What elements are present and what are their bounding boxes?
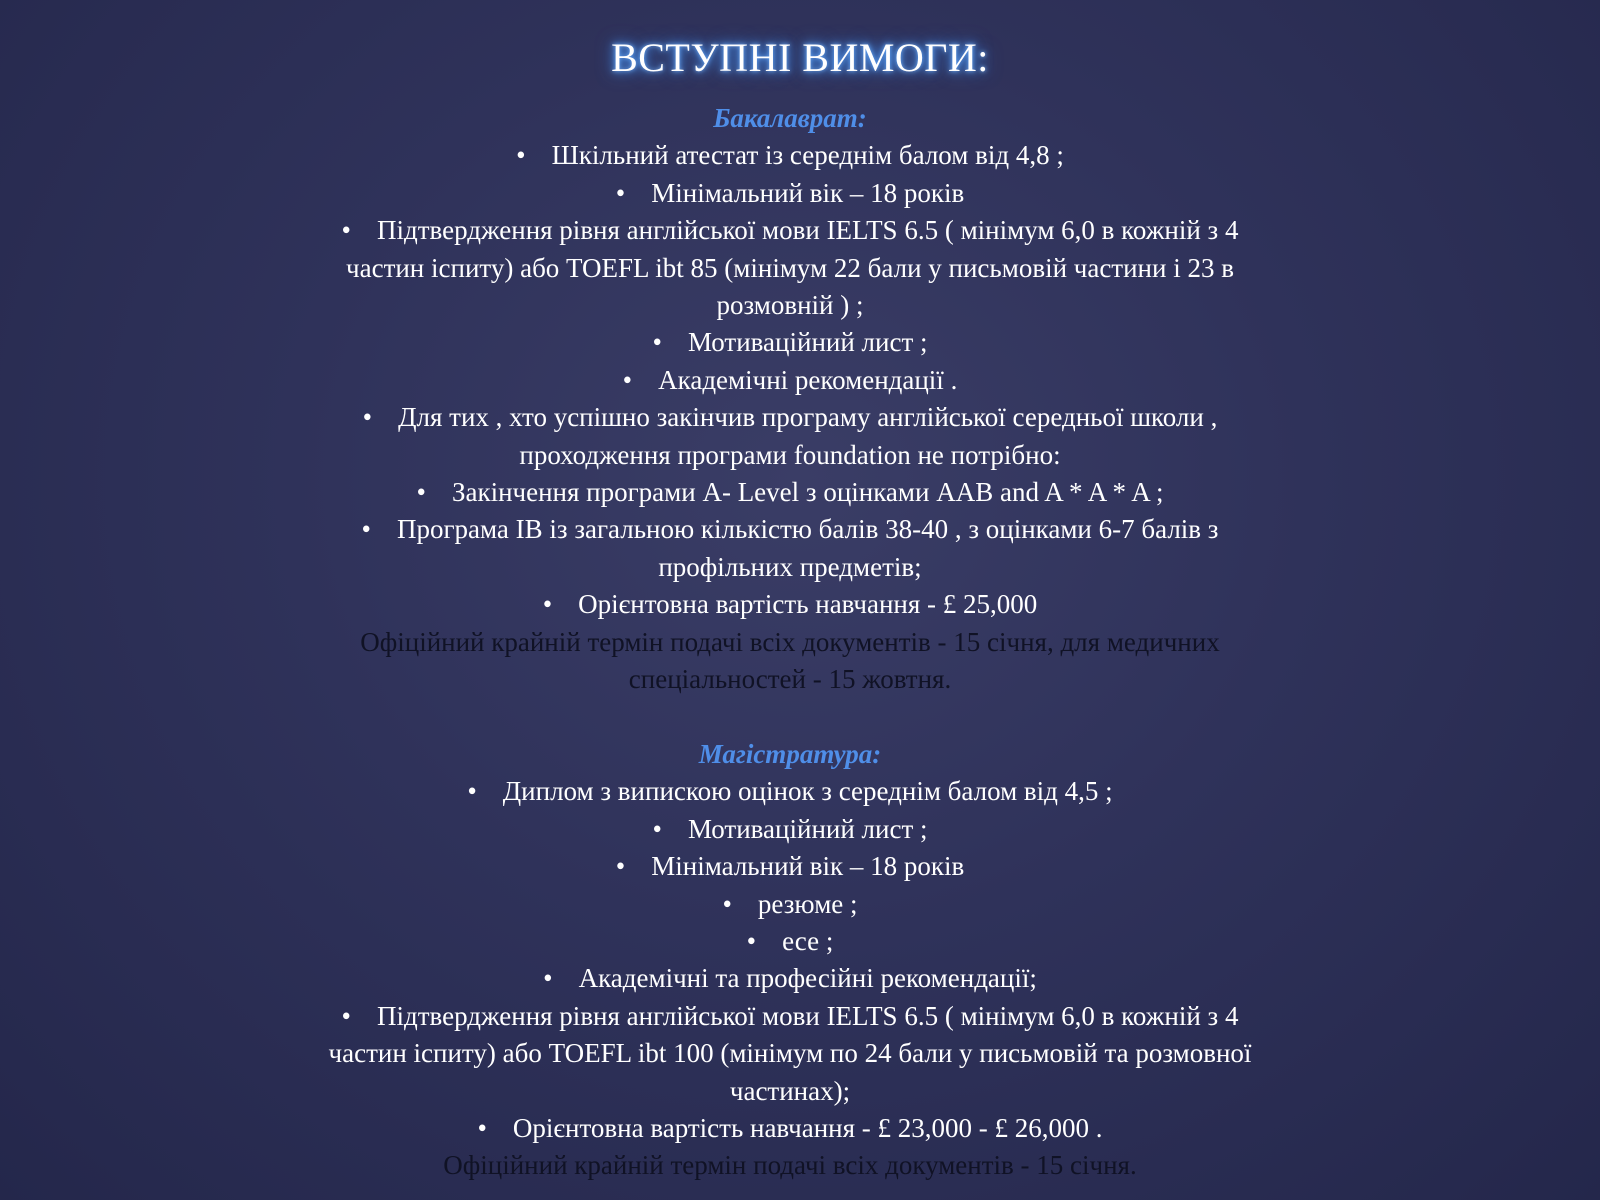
bullet-icon: •: [722, 888, 732, 919]
master-item: • Диплом з випискою оцінок з середнім балом від 4,5 ;: [300, 773, 1280, 810]
bullet-icon: •: [341, 215, 351, 246]
slide-content: [300, 100, 1280, 1185]
bullet-icon: •: [746, 925, 757, 956]
bachelor-item: • Мотиваційний лист ;: [300, 324, 1280, 361]
bullet-icon: •: [622, 364, 633, 395]
bullet-icon: •: [615, 177, 626, 208]
bachelor-item: • Програма IB із загальною кількістю балів 38-40 , з оцінками 6-7 балів з профільних предметів;: [300, 511, 1280, 586]
bullet-icon: •: [652, 813, 662, 844]
master-item: • Академічні та професійні рекомендації;: [300, 960, 1280, 997]
master-deadline: Офіційний крайній термін подачі всіх документів - 15 січня.: [443, 1150, 1137, 1181]
master-item: • Підтвердження рівня англійської мови IELTS 6.5 ( мінімум 6,0 в кожній з 4 частин іспиту) або TOEFL ibt 100 (мінімум по 24 бали у письмовій та розмовної частинах);: [300, 998, 1280, 1110]
master-item: • есе ;: [300, 923, 1280, 960]
bachelor-item: • Академічні рекомендації .: [300, 362, 1280, 399]
bachelor-deadline: Офіційний крайній термін подачі всіх документів - 15 січня, для медичних спеціальностей - 15 жовтня.: [360, 626, 1220, 695]
master-item: • Орієнтовна вартість навчання - £ 23,000 - £ 26,000 .: [300, 1110, 1280, 1147]
bachelor-item: • Мінімальний вік – 18 років: [300, 175, 1280, 212]
bullet-icon: •: [477, 1112, 487, 1143]
bullet-icon: •: [467, 776, 477, 807]
master-item: • Мотиваційний лист ;: [300, 811, 1280, 848]
master-item: • резюме ;: [300, 886, 1280, 923]
bachelor-item: • Для тих , хто успішно закінчив програму англійської середньої школи , проходження програми foundation не потрібно:: [300, 399, 1280, 474]
master-heading: Магістратура:: [698, 738, 882, 769]
bullet-icon: •: [615, 851, 626, 882]
slide-title: ВСТУПНІ ВИМОГИ:: [611, 35, 989, 80]
bullet-icon: •: [543, 963, 553, 994]
bullet-icon: •: [542, 589, 553, 620]
bullet-icon: •: [361, 514, 371, 545]
bullet-icon: •: [652, 327, 662, 358]
section-spacer: [300, 699, 1280, 736]
bachelor-heading: Бакалаврат:: [713, 103, 867, 133]
bullet-icon: •: [416, 477, 426, 508]
bullet-icon: •: [516, 140, 526, 171]
bachelor-item: • Орієнтовна вартість навчання - £ 25,000: [300, 586, 1280, 623]
bachelor-item: • Шкільний атестат із середнім балом від 4,8 ;: [300, 137, 1280, 174]
bullet-icon: •: [362, 402, 373, 433]
bachelor-item: • Підтвердження рівня англійської мови IELTS 6.5 ( мінімум 6,0 в кожній з 4 частин іспиту) або TOEFL ibt 85 (мінімум 22 бали у письмовій частини і 23 в розмовній ) ;: [300, 212, 1280, 324]
bachelor-item: • Закінчення програми A- Level з оцінками AAB and A * A * A ;: [300, 474, 1280, 511]
bullet-icon: •: [341, 1000, 351, 1031]
master-item: • Мінімальний вік – 18 років: [300, 848, 1280, 885]
